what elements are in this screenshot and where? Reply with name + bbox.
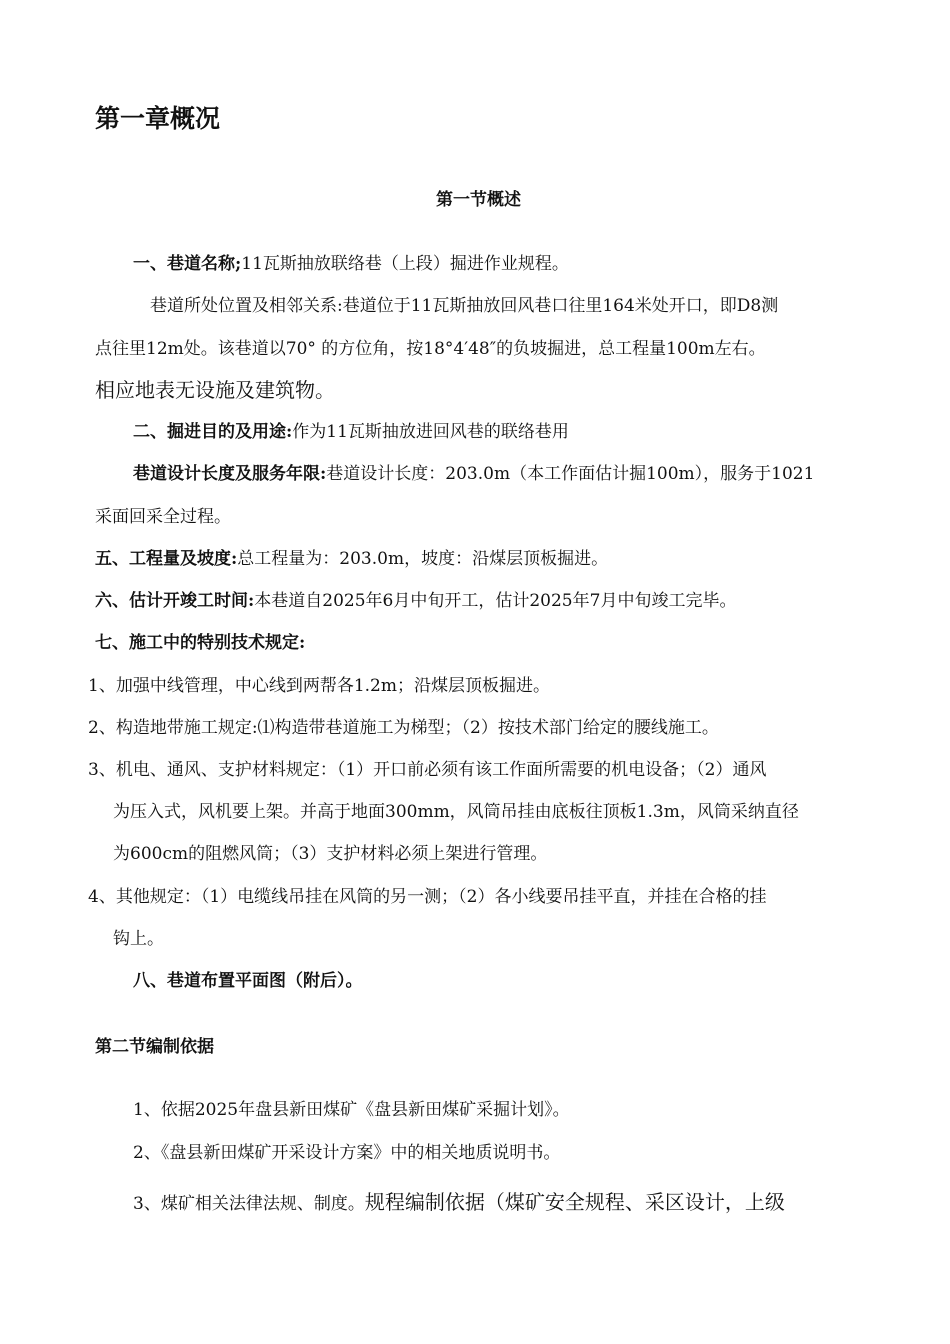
- design-line-2: 采面回采全过程。: [95, 507, 231, 527]
- item-6-schedule: [95, 593, 736, 610]
- rule-4-line-2: 钩上。: [113, 929, 164, 949]
- location-line-3: 相应地表无设施及建筑物。: [95, 378, 335, 402]
- item-6-text: 本巷道自2025年6月中旬开工，估计2025年7月中旬竣工完毕。: [254, 591, 737, 611]
- basis-3-continuation: 规程编制依据（煤矿安全规程、采区设计，上级: [364, 1190, 785, 1214]
- item-1-roadway-name: [133, 256, 569, 273]
- item-1-label: 一、巷道名称;: [133, 254, 242, 274]
- rule-1: 1、加强中线管理，中心线到两帮各1.2m；沿煤层顶板掘进。: [88, 676, 550, 696]
- item-2-label: 二、掘进目的及用途:: [133, 422, 293, 442]
- item-7-heading: 七、施工中的特别技术规定:: [95, 633, 306, 653]
- item-6-label: 六、估计开竣工时间:: [95, 591, 255, 611]
- item-5-label: 五、工程量及坡度:: [95, 549, 238, 569]
- rule-3-line-2: 为压入式，风机要上架。并高于地面300mm，风筒吊挂由底板往顶板1.3m，风筒采纳直径: [113, 802, 799, 822]
- basis-3: [133, 1192, 785, 1213]
- item-8-layout-plan: 八、巷道布置平面图（附后）。: [133, 971, 363, 991]
- item-5-quantity: [95, 551, 608, 568]
- section-title-basis: 第二节编制依据: [95, 1037, 214, 1057]
- section-title-overview: 第一节概述: [436, 190, 521, 210]
- design-label: 巷道设计长度及服务年限:: [133, 464, 327, 484]
- design-length: [133, 466, 814, 483]
- item-5-text: 总工程量为：203.0m，坡度：沿煤层顶板掘进。: [237, 549, 609, 569]
- basis-2: 2、《盘县新田煤矿开采设计方案》中的相关地质说明书。: [133, 1143, 561, 1163]
- item-1-text: 11瓦斯抽放联络巷（上段）掘进作业规程。: [241, 254, 569, 274]
- rule-4-line-1: 4、其他规定：（1）电缆线吊挂在风筒的另一测；（2）各小线要吊挂平直，并挂在合格的挂: [88, 887, 767, 907]
- item-2-text: 作为11瓦斯抽放进回风巷的联络巷用: [292, 422, 569, 442]
- basis-3-text: 3、煤矿相关法律法规、制度。: [133, 1194, 365, 1214]
- item-2-purpose: [133, 424, 569, 441]
- location-line-1: 巷道所处位置及相邻关系:巷道位于11瓦斯抽放回风巷口往里164米处开口，即D8测: [150, 296, 779, 316]
- rule-3-line-1: 3、机电、通风、支护材料规定：（1）开口前必须有该工作面所需要的机电设备；（2）通风: [88, 760, 767, 780]
- chapter-title: 第一章概况: [95, 104, 221, 133]
- location-line-2: 点往里12m处。该巷道以70° 的方位角，按18°4′48″的负坡掘进，总工程量100m左右。: [95, 339, 766, 359]
- basis-1: 1、依据2025年盘县新田煤矿《盘县新田煤矿采掘计划》。: [133, 1100, 570, 1120]
- rule-2: 2、构造地带施工规定:⑴构造带巷道施工为梯型；（2）按技术部门给定的腰线施工。: [88, 718, 719, 738]
- rule-3-line-3: 为600cm的阻燃风筒；（3）支护材料必须上架进行管理。: [113, 844, 548, 864]
- design-text: 巷道设计长度：203.0m（本工作面估计掘100m），服务于1021: [326, 464, 815, 484]
